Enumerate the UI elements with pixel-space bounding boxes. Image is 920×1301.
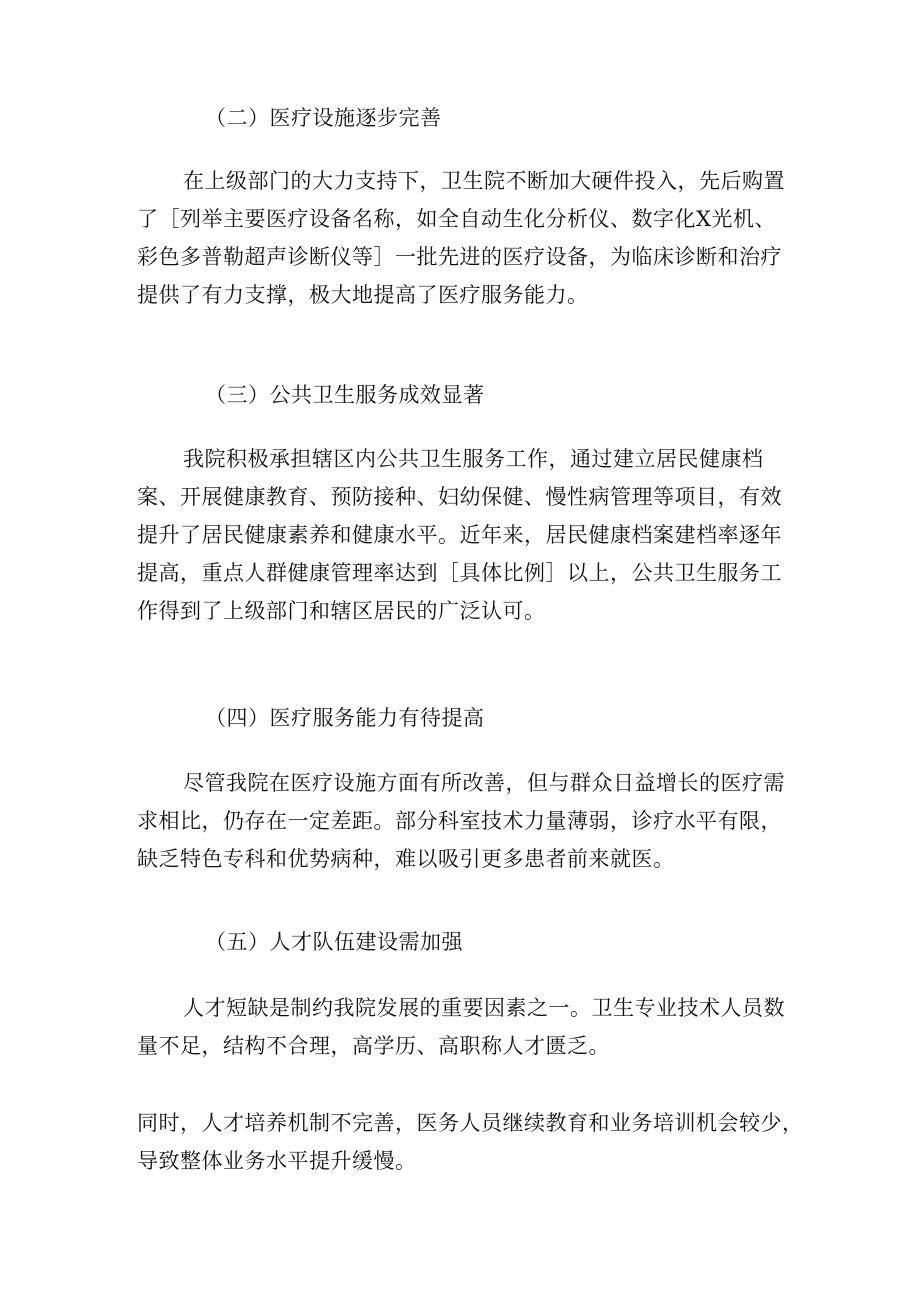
paragraph-line: 同时，人才培养机制不完善，医务人员继续教育和业务培训机会较少， (137, 1111, 804, 1135)
section-5-paragraph-1 (137, 989, 797, 1065)
paragraph-line: 提高，重点人群健康管理率达到［具体比例］以上，公共卫生服务工 (137, 561, 782, 585)
paragraph-line: 导致整体业务水平提升缓慢。 (137, 1149, 417, 1173)
paragraph-line: 作得到了上级部门和辖区居民的广泛认可。 (137, 599, 546, 623)
paragraph-line: 在上级部门的大力支持下，卫生院不断加大硬件投入，先后购置 (183, 169, 785, 193)
section-heading-2: （二）医疗设施逐步完善 (205, 106, 442, 130)
section-2-paragraph (137, 162, 797, 314)
paragraph-line: 我院积极承担辖区内公共卫生服务工作，通过建立居民健康档 (183, 447, 764, 471)
section-heading-4: （四）医疗服务能力有待提高 (205, 706, 485, 730)
paragraph-line: 案、开展健康教育、预防接种、妇幼保健、慢性病管理等项目，有效 (137, 485, 782, 509)
section-heading-3: （三）公共卫生服务成效显著 (205, 383, 485, 407)
paragraph-line: 了［列举主要医疗设备名称，如全自动生化分析仪、数字化X光机、 (137, 207, 776, 231)
paragraph-line: 人才短缺是制约我院发展的重要因素之一。卫生专业技术人员数 (183, 996, 785, 1020)
paragraph-line: 提升了居民健康素养和健康水平。近年来，居民健康档案建档率逐年 (137, 523, 782, 547)
paragraph-line: 求相比，仍存在一定差距。部分科室技术力量薄弱，诊疗水平有限， (137, 809, 782, 833)
section-3-paragraph (137, 440, 797, 630)
paragraph-line: 提供了有力支撑，极大地提高了医疗服务能力。 (137, 283, 589, 307)
section-heading-5: （五）人才队伍建设需加强 (205, 930, 463, 954)
paragraph-line: 缺乏特色专科和优势病种，难以吸引更多患者前来就医。 (137, 847, 675, 871)
paragraph-line: 彩色多普勒超声诊断仪等］一批先进的医疗设备，为临床诊断和治疗 (137, 245, 782, 269)
section-5-paragraph-2 (137, 1104, 804, 1180)
paragraph-line: 量不足，结构不合理，高学历、高职称人才匮乏。 (137, 1034, 610, 1058)
section-4-paragraph (137, 764, 797, 878)
paragraph-line: 尽管我院在医疗设施方面有所改善，但与群众日益增长的医疗需 (183, 771, 785, 795)
